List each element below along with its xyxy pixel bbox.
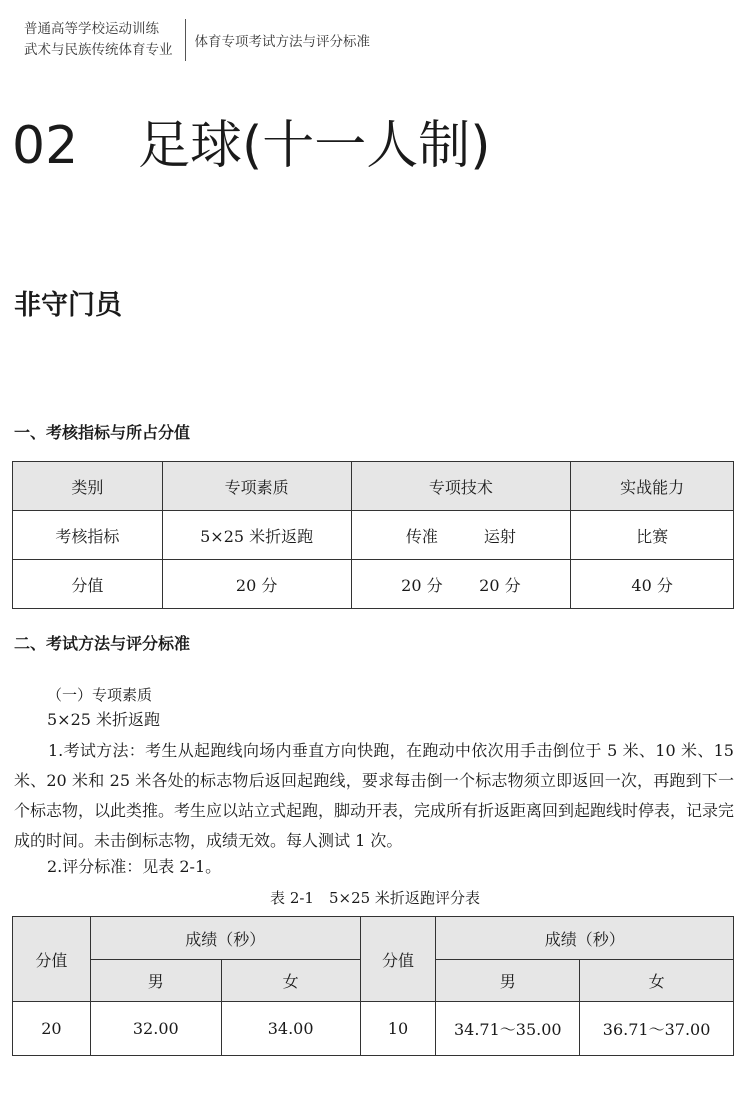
header-divider — [185, 19, 186, 61]
header-line-1: 普通高等学校运动训练 — [24, 21, 159, 37]
table-header-row — [13, 462, 734, 511]
cell-technique — [351, 560, 571, 609]
row-label: 分值 — [13, 560, 163, 609]
cell-score-b: 10 — [360, 1002, 436, 1056]
header-section-title: 体育专项考试方法与评分标准 — [194, 34, 370, 50]
header-male-a: 男 — [90, 960, 221, 1002]
test-method-paragraph: 1.考试方法：考生从起跑线向场内垂直方向快跑，在跑动中依次用手击倒位于 5 米、10 米、15 米、20 米和 25 米各处的标志物后返回起跑线，要求每击倒一个标志物须立即返回一次，再跑到下一个标志物，以此类推。考生应以站立式起跑，脚动开表，完成所有折返距离回到起跑线时停表，记录完成的时间。未击倒标志物，成绩无效。每人测试 1 次。 — [14, 741, 735, 850]
cell-combat: 40 分 — [571, 560, 734, 609]
header-score-b: 分值 — [360, 917, 436, 1002]
table-row — [13, 1002, 734, 1056]
part2-heading: 二、考试方法与评分标准 — [14, 634, 191, 653]
cell-technique — [351, 511, 571, 560]
part1-heading: 一、考核指标与所占分值 — [14, 423, 191, 442]
header-result-a: 成绩（秒） — [90, 917, 360, 960]
header-female-b: 女 — [580, 960, 734, 1002]
header-line-2: 武术与民族传统体育专业 — [24, 42, 173, 58]
header-category: 类别 — [13, 462, 163, 511]
tech-score-2: 20 分 — [479, 575, 521, 595]
header-combat: 实战能力 — [571, 462, 734, 511]
tech-item-1: 传准 — [405, 526, 438, 546]
test-item-name: 5×25 米折返跑 — [47, 710, 161, 729]
header-quality: 专项素质 — [162, 462, 351, 511]
running-header — [24, 18, 370, 62]
cell-female-a: 34.00 — [221, 1002, 360, 1056]
indicator-table — [12, 461, 734, 609]
cell-combat: 比赛 — [571, 511, 734, 560]
header-technique: 专项技术 — [351, 462, 571, 511]
cell-quality: 20 分 — [162, 560, 351, 609]
chapter-number: 02 — [12, 116, 79, 176]
table-caption: 表 2-1 5×25 米折返跑评分表 — [270, 889, 480, 907]
table-row — [13, 511, 734, 560]
header-book-title — [24, 19, 173, 61]
scoring-standard: 2.评分标准：见表 2-1。 — [47, 857, 222, 876]
header-result-b: 成绩（秒） — [436, 917, 734, 960]
scoring-table — [12, 916, 734, 1056]
cell-male-a: 32.00 — [90, 1002, 221, 1056]
row-label: 考核指标 — [13, 511, 163, 560]
chapter-title — [12, 114, 491, 178]
header-male-b: 男 — [436, 960, 580, 1002]
cell-male-b: 34.71～35.00 — [436, 1002, 580, 1056]
cell-female-b: 36.71～37.00 — [580, 1002, 734, 1056]
header-score-a: 分值 — [13, 917, 91, 1002]
tech-score-1: 20 分 — [401, 575, 443, 595]
section-title: 非守门员 — [14, 290, 122, 321]
subsection-heading: （一）专项素质 — [47, 686, 153, 704]
table-header-row — [13, 917, 734, 960]
cell-score-a: 20 — [13, 1002, 91, 1056]
cell-quality: 5×25 米折返跑 — [162, 511, 351, 560]
table-row — [13, 560, 734, 609]
header-female-a: 女 — [221, 960, 360, 1002]
chapter-name: 足球(十一人制) — [138, 116, 491, 176]
tech-item-2: 运射 — [483, 526, 516, 546]
